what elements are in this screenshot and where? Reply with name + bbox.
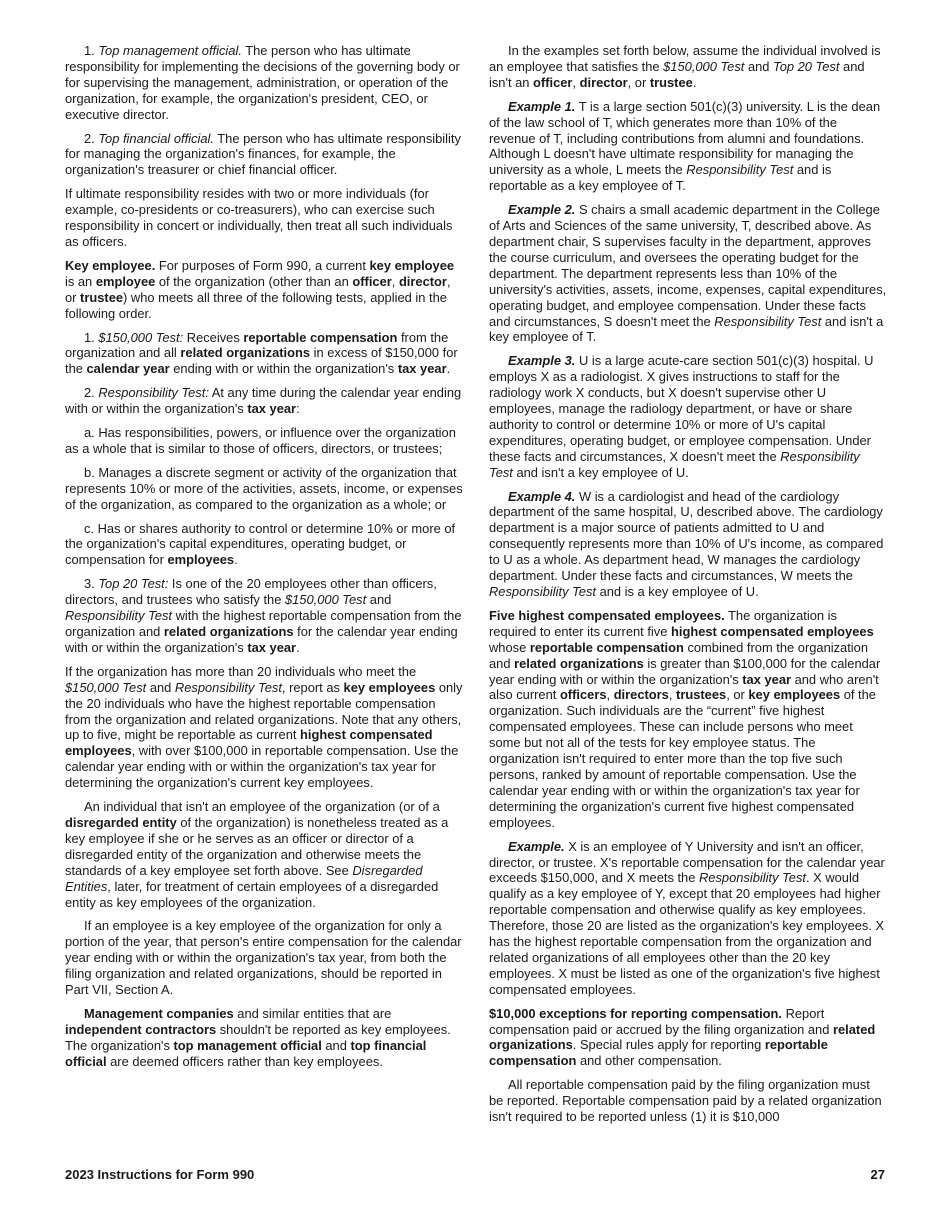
paragraph bbox=[489, 1006, 887, 1070]
text-run: 2. bbox=[84, 385, 99, 401]
text-run: and isn't a key employee of U. bbox=[512, 464, 689, 480]
text-run: Responsibility Test bbox=[489, 584, 596, 599]
text-run: , report as bbox=[281, 679, 344, 695]
text-run: X is an employee of Y University and isn't an officer, director, or trustee. X's reportable compensation for the calendar year exceeds $150,000, and X meets the bbox=[489, 838, 885, 886]
text-run: is greater than $100,000 for the calendar year ending with or within the organization's bbox=[489, 655, 881, 687]
text-run: ) who meets all three of the following tests, applied in the following order. bbox=[65, 289, 447, 321]
footer-title: 2023 Instructions for Form 990 bbox=[65, 1167, 255, 1182]
text-run: Receives bbox=[183, 329, 244, 345]
text-run: T is a large section 501(c)(3) university. L is the dean of the law school of T, which generates more than 10% of the revenue of T, including contributions from alumni and foundations. Although L doesn't have ultimate responsibility for managing the university as a whole, L meets the bbox=[489, 98, 881, 178]
text-run: is an bbox=[65, 273, 96, 289]
text-run: and bbox=[146, 679, 175, 695]
text-run: combined from the organization and bbox=[489, 639, 869, 671]
paragraph bbox=[489, 608, 887, 831]
text-run: , or bbox=[65, 273, 451, 305]
text-run: employees bbox=[167, 552, 235, 568]
text-run: Disregarded Entities bbox=[65, 862, 423, 894]
text-run: independent contractors bbox=[65, 1021, 217, 1037]
text-run: $10,000 exceptions for reporting compensation. bbox=[489, 1005, 782, 1021]
text-run: Responsibility Test bbox=[714, 313, 822, 329]
text-run: , or bbox=[627, 74, 650, 90]
text-run: If the organization has more than 20 individuals who meet the bbox=[65, 663, 417, 679]
text-run: in excess of $150,000 for the bbox=[65, 345, 458, 377]
text-run: Example 3. bbox=[508, 353, 576, 369]
text-run: reportable compensation bbox=[529, 639, 684, 655]
text-run: tax year bbox=[742, 671, 792, 687]
text-run: director bbox=[398, 273, 447, 289]
left-column bbox=[65, 43, 463, 1078]
text-run: trustee bbox=[80, 289, 124, 305]
text-run: for the calendar year ending with or within the organization's bbox=[65, 624, 458, 655]
text-run: from the organization and all bbox=[65, 329, 449, 361]
text-run: , later, for treatment of certain employees of a disregarded entity as key employees of the organization. bbox=[65, 878, 439, 910]
text-run: Top 20 Test bbox=[773, 58, 840, 74]
text-run: , bbox=[606, 687, 614, 703]
text-run: , bbox=[668, 687, 677, 703]
text-run: trustee bbox=[649, 74, 693, 90]
text-run: Example 4. bbox=[508, 488, 576, 504]
text-run: . bbox=[296, 639, 300, 655]
text-run: Responsibility Test bbox=[686, 162, 794, 178]
text-run: related organizations bbox=[163, 624, 294, 639]
paragraph bbox=[65, 425, 463, 457]
paragraph bbox=[65, 186, 463, 250]
text-run: If ultimate responsibility resides with two or more individuals (for example, co-presidents or co-treasurers), who can exercise such responsibility in concert or individually, then treat all such individuals as officers. bbox=[65, 186, 453, 249]
text-run: calendar year bbox=[86, 361, 170, 377]
text-run: The person who has ultimate responsibility for implementing the decisions of the governing body or for supervising the management, administration, or operation of the organization, for example, the organization's president, CEO, or executive director. bbox=[65, 43, 460, 122]
text-run: Example 1. bbox=[508, 98, 576, 114]
text-run: employee bbox=[95, 273, 156, 289]
text-run: are deemed officers rather than key employees. bbox=[106, 1053, 383, 1069]
text-run: related organizations bbox=[180, 345, 311, 361]
text-run: reportable compensation bbox=[489, 1037, 828, 1069]
text-run: related organizations bbox=[489, 1021, 876, 1053]
paragraph bbox=[489, 99, 887, 194]
text-run: Management companies bbox=[84, 1005, 234, 1021]
text-run: key employees bbox=[343, 679, 436, 695]
paragraph bbox=[65, 131, 463, 179]
text-run: Five highest compensated employees. bbox=[489, 607, 725, 623]
text-run: $150,000 Test bbox=[663, 58, 745, 74]
text-run: ending with or within the organization's bbox=[169, 361, 398, 377]
text-run: and similar entities that are bbox=[233, 1005, 392, 1021]
text-run: Responsibility Test bbox=[65, 608, 172, 624]
paragraph bbox=[65, 43, 463, 123]
text-run: and other compensation. bbox=[576, 1053, 722, 1069]
text-run: with the highest reportable compensation from the organization and bbox=[65, 608, 462, 639]
text-run: Top management official. bbox=[98, 43, 242, 58]
text-run: and bbox=[366, 592, 392, 608]
paragraph bbox=[65, 385, 463, 417]
text-run: . Special rules apply for reporting bbox=[572, 1037, 765, 1053]
paragraph bbox=[65, 330, 463, 378]
text-run: and bbox=[744, 58, 774, 74]
text-run: . bbox=[692, 74, 697, 90]
text-run: b. Manages a discrete segment or activity of the organization that represents 10% or more of the activities, assets, income, or expenses of the organization, as compared to the organization as a whole; or bbox=[65, 464, 463, 512]
text-run: . X would qualify as a key employee of Y, except that 20 employees had higher reportable compensation and otherwise qualify as key employees. Therefore, those 20 are listed as the organization's key employees. X has the highest reportable compensation from the organization and related organizations of all employees other than the 20 key employees. X must be listed as one of the organization's five highest compensated employees. bbox=[489, 870, 885, 997]
text-run: directors bbox=[613, 687, 669, 703]
text-run: reportable compensation bbox=[243, 329, 398, 345]
text-run: : bbox=[296, 401, 300, 417]
text-run: 1. bbox=[84, 329, 99, 345]
text-run: . bbox=[446, 361, 451, 377]
text-run: disregarded entity bbox=[65, 814, 177, 830]
text-run: , bbox=[572, 74, 580, 90]
page-number: 27 bbox=[870, 1167, 885, 1182]
paragraph bbox=[65, 664, 463, 791]
text-run: highest compensated employees bbox=[65, 727, 433, 759]
text-run: trustees bbox=[676, 687, 727, 703]
text-run: At any time during the calendar year ending with or within the organization's bbox=[65, 385, 462, 417]
text-run: and isn't a key employee of T. bbox=[489, 313, 884, 345]
text-run: top management official bbox=[173, 1037, 322, 1053]
text-run: Example 2. bbox=[508, 202, 576, 218]
text-run: The organization is required to enter its current five bbox=[489, 607, 837, 639]
text-run: c. Has or shares authority to control or determine 10% or more of the organization's capital expenditures, operating budget, or compensation for bbox=[65, 520, 456, 568]
text-run: W is a cardiologist and head of the cardiology department of the same hospital, U, described above. The cardiology department is a major source of patients admitted to U and consequently represents more than 10% of U's income, as compared to U as a whole. As department head, W manages the cardiology department. Under these facts and circumstances, W meets the bbox=[489, 488, 884, 584]
text-run: and is a key employee of U. bbox=[596, 584, 759, 599]
paragraph bbox=[65, 799, 463, 910]
right-column bbox=[489, 43, 887, 1133]
paragraph bbox=[65, 258, 463, 322]
text-run: and isn't an bbox=[489, 58, 865, 90]
text-run: of the organization (other than an bbox=[155, 273, 353, 289]
text-run: Top financial official. bbox=[98, 130, 214, 146]
text-run: highest compensated employees bbox=[671, 623, 874, 639]
text-run: tax year bbox=[397, 361, 447, 377]
text-run: Key employee. bbox=[65, 257, 156, 273]
text-run: Responsibility Test bbox=[698, 870, 806, 886]
text-run: director bbox=[579, 74, 628, 90]
text-run: , or bbox=[726, 687, 749, 703]
paragraph bbox=[489, 839, 887, 998]
text-run: and bbox=[321, 1037, 351, 1053]
text-run: tax year bbox=[247, 401, 297, 417]
text-run: key employees bbox=[748, 687, 841, 703]
text-run: For purposes of Form 990, a current bbox=[155, 257, 370, 273]
paragraph bbox=[489, 353, 887, 480]
text-run: $150,000 Test bbox=[284, 592, 367, 608]
text-run: officer bbox=[533, 74, 573, 90]
text-run: , bbox=[391, 273, 399, 289]
text-run: Report compensation paid or accrued by the filing organization and bbox=[489, 1005, 833, 1037]
paragraph bbox=[65, 465, 463, 513]
text-run: and who aren't also current bbox=[489, 671, 879, 703]
text-run: The person who has ultimate responsibility for managing the organization's finances, for example, the organization's treasurer or chief financial officer. bbox=[65, 130, 461, 178]
text-run: of the organization. Such individuals are the “current” five highest compensated employees. These can include persons who meet some but not all of the tests for key employee status. The organization isn't required to enter more than the top five such persons, ranked by amount of reportable compensation. Use the calendar year ending with or within the organization's tax year for determining the organization's current five highest compensated employees. bbox=[489, 687, 876, 830]
text-run: , with over $100,000 in reportable compensation. Use the calendar year ending with or within the organization's tax year for determining the organization's current key employees. bbox=[65, 743, 459, 791]
text-run: shouldn't be reported as key employees. The organization's bbox=[65, 1021, 451, 1053]
text-run: S chairs a small academic department in the College of Arts and Sciences of the same university, T, described above. As department chair, S supervises faculty in the department, approves the course curriculum, and oversees the operating budget for the department. The department represents less than 10% of the university's activities, assets, income, expenses, capital expenditures, operating budget, and employee compensation. Under these facts and circumstances, S doesn't meet the bbox=[489, 202, 887, 329]
text-run: $150,000 Test: bbox=[98, 329, 184, 345]
text-run: All reportable compensation paid by the filing organization must be reported. Reportable compensation paid by a related organization isn't required to be reported unless (1) it is $10,000 bbox=[489, 1077, 882, 1125]
text-run: 3. bbox=[84, 576, 99, 592]
text-run: top financial official bbox=[65, 1037, 427, 1069]
text-run: tax year bbox=[247, 639, 297, 655]
text-run: a. Has responsibilities, powers, or influence over the organization as a whole that is similar to those of officers, directors, or trustees; bbox=[65, 425, 456, 456]
text-run: An individual that isn't an employee of the organization (or of a bbox=[84, 799, 440, 815]
paragraph bbox=[489, 489, 887, 600]
text-run: related organizations bbox=[514, 655, 644, 671]
text-run: Responsibility Test bbox=[174, 679, 282, 695]
paragraph bbox=[65, 576, 463, 656]
text-run: If an employee is a key employee of the organization for only a portion of the year, that person's entire compensation for the calendar year ending with or within the organization's tax year, from both the filing organization and related organizations, should be reported in Part VII, Section A. bbox=[65, 918, 462, 998]
text-run: officer bbox=[352, 273, 392, 289]
paragraph bbox=[65, 918, 463, 998]
text-run: Responsibility Test bbox=[489, 448, 860, 480]
paragraph bbox=[489, 43, 887, 91]
text-run: Is one of the 20 employees other than officers, directors, and trustees who satisfy the bbox=[65, 576, 437, 608]
paragraph bbox=[489, 202, 887, 345]
text-run: only the 20 individuals who have the highest reportable compensation from the organization and related organizations. Note that any others, up to five, might be reportable as current bbox=[65, 679, 463, 743]
text-run: Example. bbox=[508, 838, 565, 854]
text-run: and is reportable as a key employee of T. bbox=[489, 162, 832, 194]
text-run: In the examples set forth below, assume the individual involved is an employee that satisfies the bbox=[489, 43, 881, 74]
text-run: key employee bbox=[369, 257, 455, 273]
paragraph bbox=[489, 1077, 887, 1125]
text-run: Responsibility Test: bbox=[98, 385, 209, 401]
text-run: U is a large acute-care section 501(c)(3) hospital. U employs X as a radiologist. X gives instructions to staff for the radiology work X conducts, but X doesn't supervise other U employees, manage the radiology department, or have or share authority to control or determine 10% or more of U's capital expenditures, operating budget, or employee compensation. Under these facts and circumstances, X doesn't meet the bbox=[489, 353, 874, 464]
text-run: . bbox=[234, 552, 238, 568]
text-run: officers bbox=[559, 687, 607, 703]
text-run: 1. bbox=[84, 43, 99, 58]
text-run: $150,000 Test bbox=[65, 679, 147, 695]
text-run: 2. bbox=[84, 130, 99, 146]
paragraph bbox=[65, 521, 463, 569]
text-run: whose bbox=[489, 639, 530, 655]
paragraph bbox=[65, 1006, 463, 1070]
text-run: of the organization) is nonetheless treated as a key employee if she or he serves as an officer or director of a disregarded entity of the organization and otherwise meets the standards of a key employee set forth above. See bbox=[65, 814, 449, 878]
text-run: Top 20 Test: bbox=[98, 576, 169, 592]
